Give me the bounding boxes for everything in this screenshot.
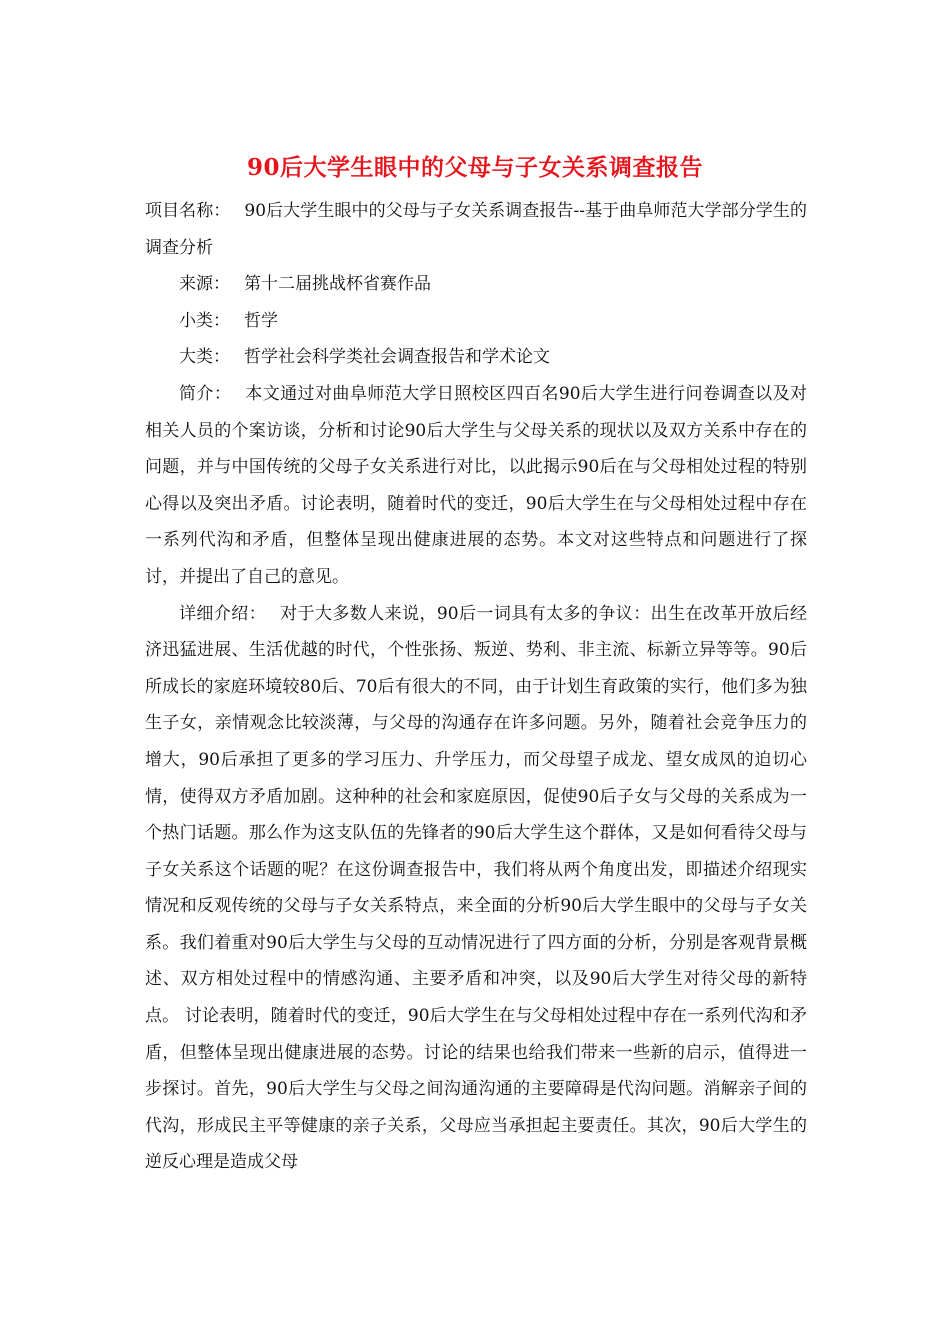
summary-value: 本文通过对曲阜师范大学日照校区四百名90后大学生进行问卷调查以及对相关人员的个案访谈，分析和讨论90后大学生与父母关系的现状以及双方关系中存在的问题，并与中国传统的父母子女关系进行对比，以此揭示90后在与父母相处过程的特别心得以及突出矛盾。讨论表明，随着时代的变迁，90后大学生在与父母相处过程中存在一系列代沟和矛盾，但整体呈现出健康进展的态势。本文对这些特点和问题进行了探讨，并提出了自己的意见。 (145, 383, 808, 587)
details-label: 详细介绍： (179, 603, 267, 624)
source-label: 来源： (179, 274, 230, 295)
details-field (145, 596, 807, 1182)
project-name-field (145, 193, 807, 266)
project-name-value: 90后大学生眼中的父母与子女关系调查报告--基于曲阜师范大学部分学生的调查分析 (145, 201, 807, 258)
source-field (145, 266, 807, 303)
subcategory-value: 哲学 (244, 310, 278, 331)
category-label: 大类： (179, 347, 230, 368)
subcategory-label: 小类： (179, 310, 230, 331)
details-value: 对于大多数人来说，90后一词具有太多的争议：出生在改革开放后经济迅猛进展、生活优越的时代，个性张扬、叛逆、势利、非主流、标新立异等等。90后所成长的家庭环境较80后、70后有很大的不同，由于计划生育政策的实行，他们多为独生子女，亲情观念比较淡薄，与父母的沟通存在许多问题。另外，随着社会竞争压力的增大，90后承担了更多的学习压力、升学压力，而父母望子成龙、望女成凤的迫切心情，使得双方矛盾加剧。这种种的社会和家庭原因，促使90后子女与父母的关系成为一个热门话题。那么作为这支队伍的先锋者的90后大学生这个群体，又是如何看待父母与子女关系这个话题的呢？在这份调查报告中，我们将从两个角度出发，即描述介绍现实情况和反观传统的父母与子女关系特点，来全面的分析90后大学生眼中的父母与子女关系。我们着重对90后大学生与父母的互动情况进行了四方面的分析，分别是客观背景概述、双方相处过程中的情感沟通、主要矛盾和冲突，以及90后大学生对待父母的新特点。 讨论表明，随着时代的变迁，90后大学生在与父母相处过程中存在一系列代沟和矛盾，但整体呈现出健康进展的态势。讨论的结果也给我们带来一些新的启示，值得进一步探讨。首先，90后大学生与父母之间沟通沟通的主要障碍是代沟问题。消解亲子间的代沟，形成民主平等健康的亲子关系，父母应当承担起主要责任。其次，90后大学生的逆反心理是造成父母 (145, 603, 808, 1173)
document-body (145, 193, 807, 1181)
summary-field (145, 376, 807, 596)
category-value: 哲学社会科学类社会调查报告和学术论文 (244, 347, 550, 368)
subcategory-field (145, 303, 807, 340)
project-name-label: 项目名称： (145, 201, 231, 221)
document-title: 90后大学生眼中的父母与子女关系调查报告 (246, 154, 703, 181)
category-field (145, 339, 807, 376)
summary-label: 简介： (179, 383, 232, 404)
source-value: 第十二届挑战杯省赛作品 (244, 274, 431, 295)
